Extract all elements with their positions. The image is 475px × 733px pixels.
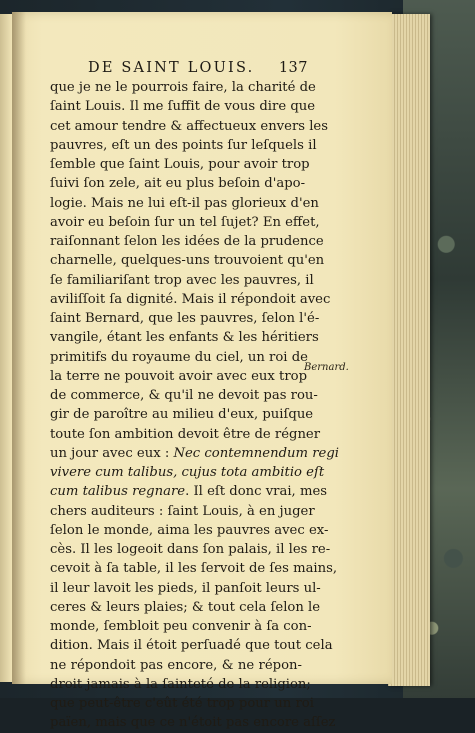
text-line: chers auditeurs : ſaint Louis, à en juger [50,503,315,519]
page-number: 137 [278,60,308,76]
text-line: droit jamais à la ſainteté de la religion; [50,676,311,692]
text-line: charnelle, quelques-uns trouvoient qu'en [50,253,325,269]
text-line: logie. Mais ne lui eſt-il pas glorieux d'en [50,195,319,211]
text-line: un jour avec eux : Nec contemnendum regi [50,445,339,461]
text-line: cès. Il les logeoit dans ſon palais, il les re- [50,542,331,557]
text-line: que peut-être c'eût été trop pour un roi [50,696,314,711]
text-line: raiſonnant ſelon les idées de la prudence [50,234,324,249]
text-line: ſuivi ſon zele, ait eu plus beſoin d'apo- [50,176,306,192]
text-line: pauvres, eſt un des points ſur leſquels il [50,137,317,153]
margin-note: Bernard. [304,362,349,373]
text-line: cum talibus regnare. Il eſt donc vrai, mes [50,484,328,500]
text-line: ſaint Louis. Il me ſuffit de vous dire que [50,99,316,115]
text-line: toute ſon ambition devoit être de régner [50,426,321,442]
text-line: aviliſſoit ſa dignité. Mais il répondoit avec [50,291,331,307]
text-line: ſelon le monde, aima les pauvres avec ex- [50,522,329,538]
text-line: ſe familiariſant trop avec les pauvres, il [50,272,314,288]
running-header [88,60,308,80]
text-line: primitifs du royaume du ciel, un roi de [50,349,308,365]
text-line: ſaint Bernard, que les pauvres, ſelon l'é- [50,311,320,326]
gutter-shadow [12,12,26,684]
running-title: DE SAINT LOUIS. [88,60,255,76]
text-line: vangile, étant les enfants & les héritiers [50,330,319,346]
text-line: cet amour tendre & affectueux envers les [50,118,328,134]
text-line: avoir eu beſoin ſur un tel ſujet? En effet, [50,214,320,230]
text-line: ceres & leurs plaies; & tout cela ſelon le [50,599,321,615]
text-line: monde, ſembloit peu convenir à ſa con- [50,619,312,634]
text-line: ne répondoit pas encore, & ne répon- [50,657,302,673]
text-line: vivere cum talibus, cujus tota ambitio eſt [50,465,325,480]
text-line: il leur lavoit les pieds, il panſoit leurs ul- [50,580,321,596]
text-line: gir de paroître au milieu d'eux, puiſque [50,407,314,423]
page-edges [388,14,430,686]
text-line: païen, mais que ce n'étoit pas encore aſſez [50,715,336,731]
text-line: que je ne le pourrois faire, la charité de [50,80,316,95]
text-line: dition. Mais il étoit perſuadé que tout cela [50,638,333,654]
text-line: ſemble que ſaint Louis, pour avoir trop [50,157,310,172]
body-text [50,78,339,733]
text-line: cevoit à ſa table, il les ſervoit de ſes mains, [50,561,338,577]
text-line: la terre ne pouvoit avoir avec eux trop [50,368,308,384]
facing-page-edge [0,14,12,682]
text-line: de commerce, & qu'il ne devoit pas rou- [50,388,318,403]
